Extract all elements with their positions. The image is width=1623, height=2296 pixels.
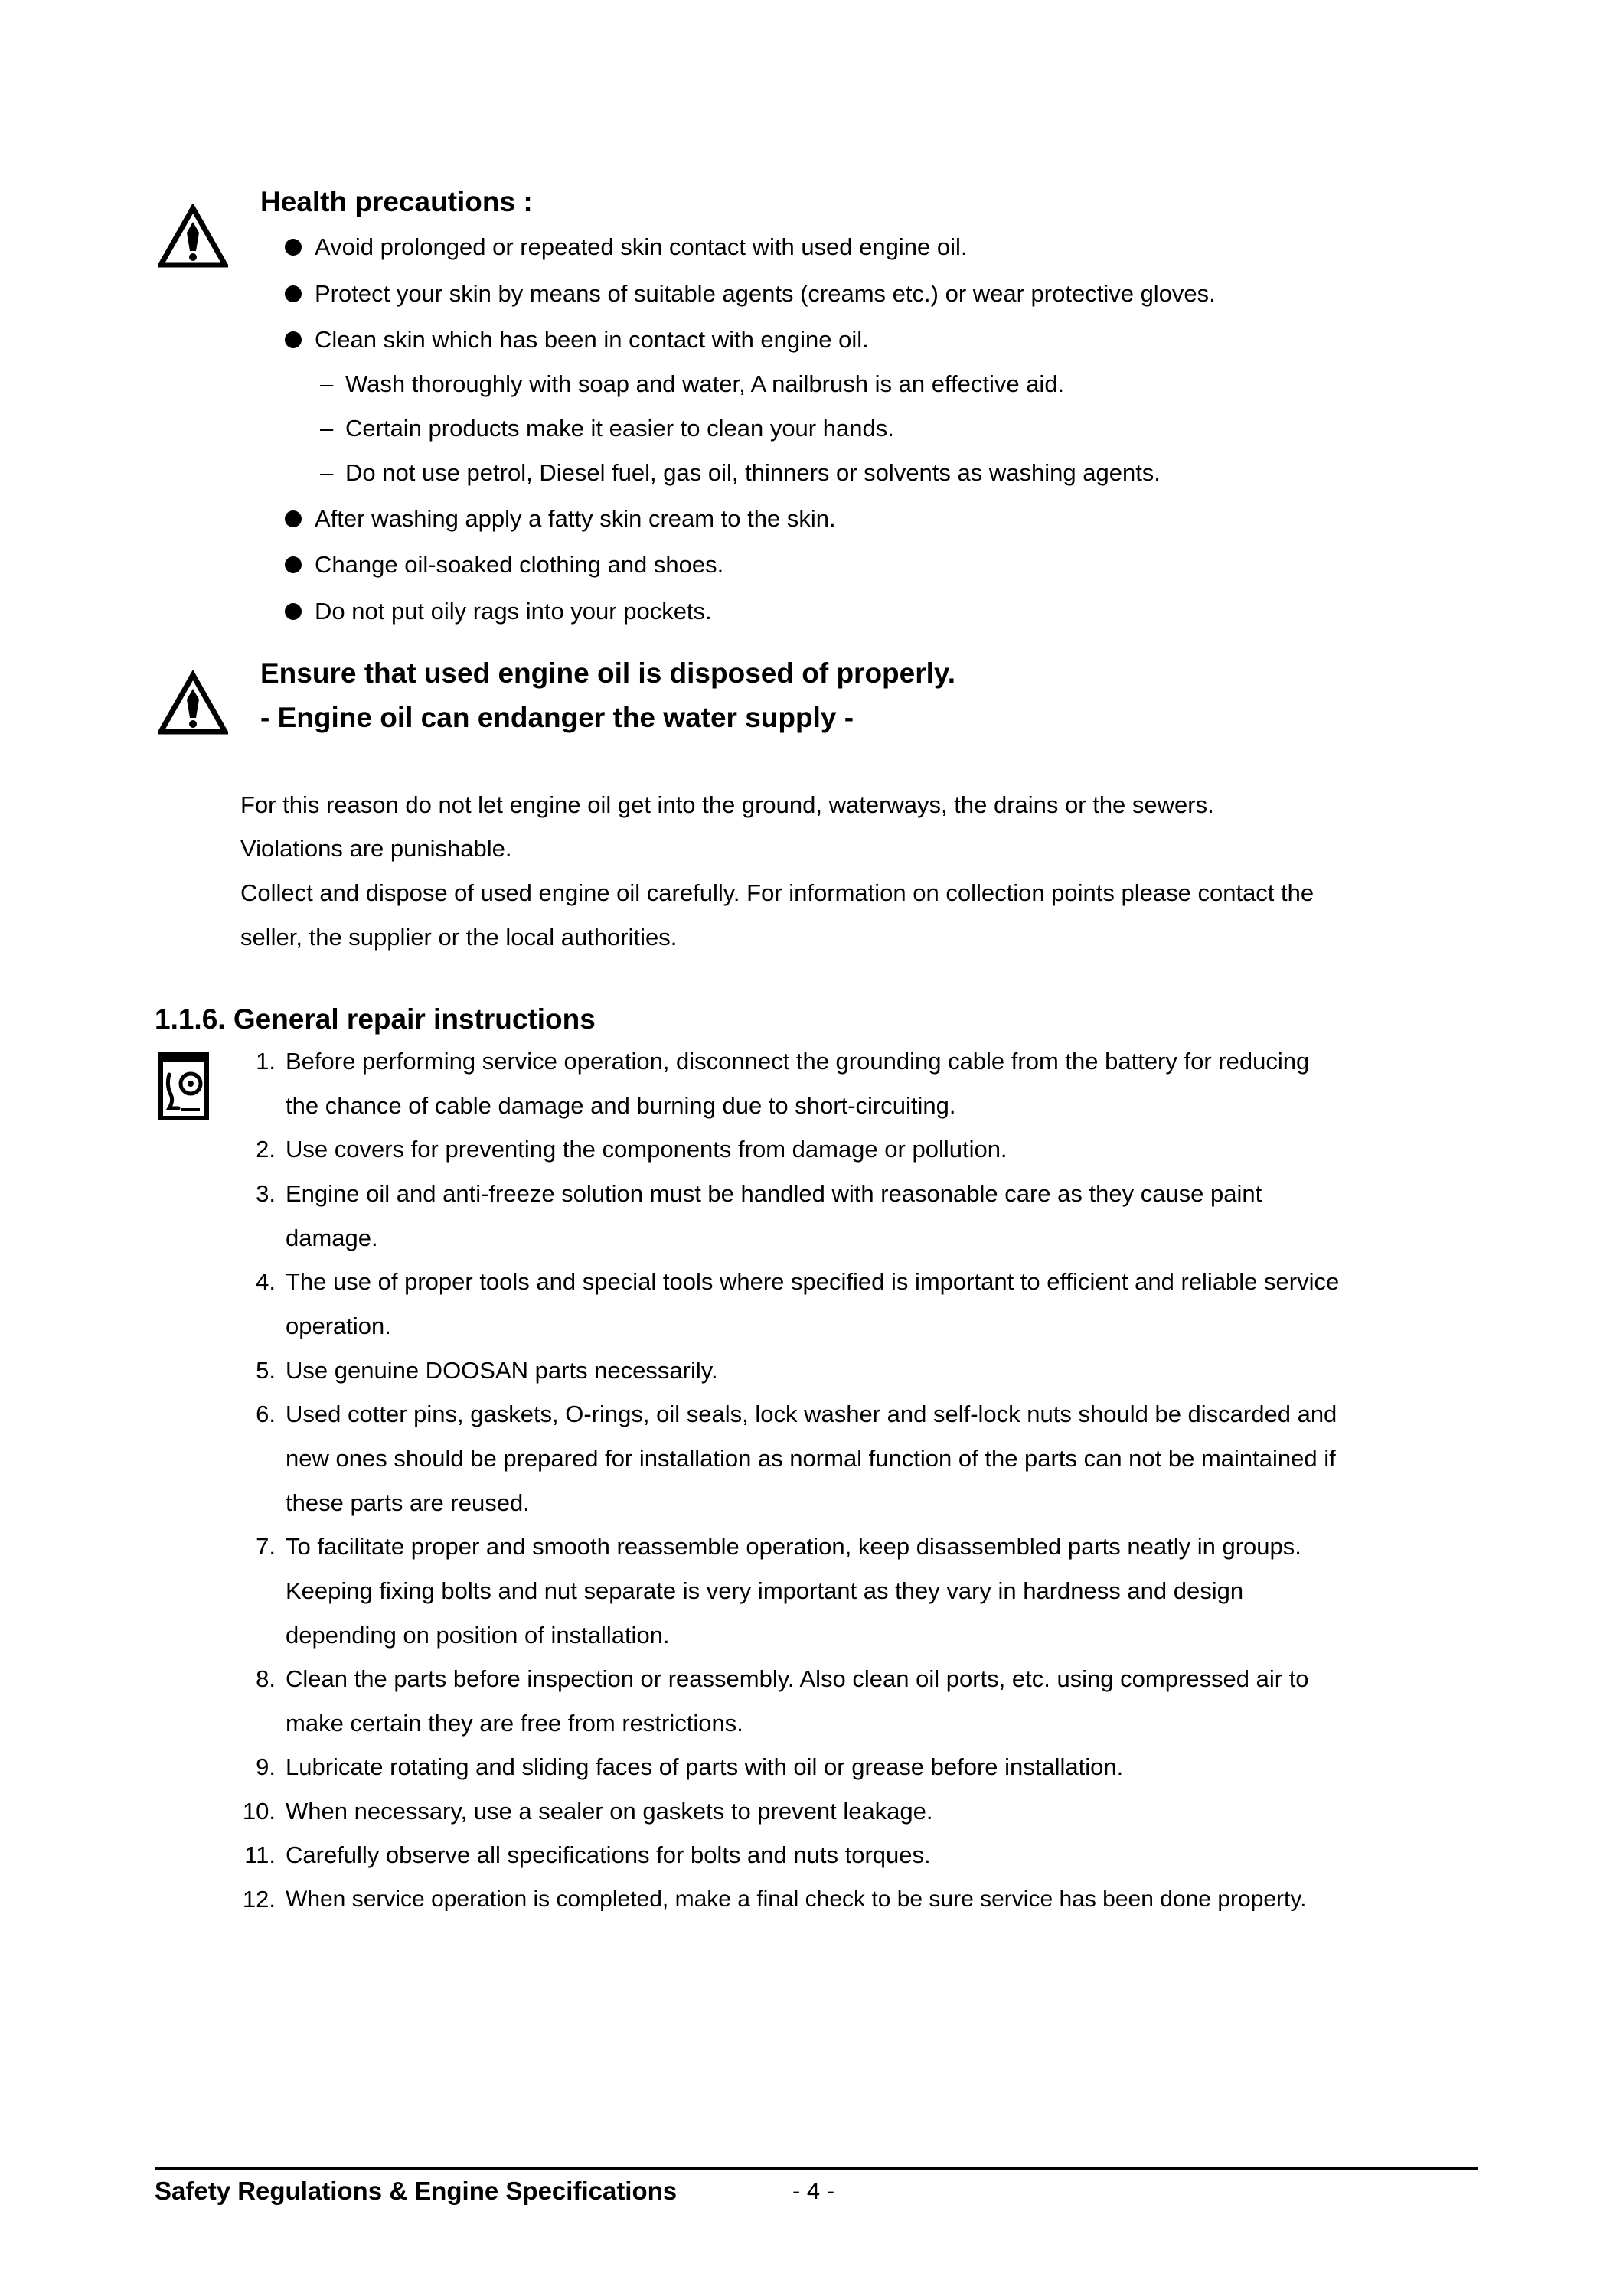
dash-marker: –	[320, 370, 334, 397]
service-manual-icon	[158, 1052, 209, 1120]
item-number: 4.	[256, 1268, 276, 1295]
bullet-dot	[285, 331, 302, 348]
paragraph-line: Violations are punishable.	[240, 835, 512, 862]
item-number: 5.	[256, 1357, 276, 1384]
health-precautions-title: Health precautions :	[260, 186, 533, 217]
disposal-subtitle: - Engine oil can endanger the water supply -	[260, 702, 854, 733]
list-item-line: Used cotter pins, gaskets, O-rings, oil seals, lock washer and self-lock nuts should be discarded and	[286, 1401, 1337, 1427]
list-item-line: the chance of cable damage and burning due to short-circuiting.	[286, 1092, 956, 1119]
list-item-line: new ones should be prepared for installation as normal function of the parts can not be maintained if	[286, 1445, 1336, 1472]
bullet-dot	[285, 603, 302, 620]
paragraph-line: seller, the supplier or the local authorities.	[240, 924, 678, 951]
bullet-dot	[285, 285, 302, 302]
list-item-line: these parts are reused.	[286, 1489, 530, 1516]
section-heading: 1.1.6. General repair instructions	[155, 1003, 596, 1035]
item-number: 12.	[242, 1886, 276, 1913]
item-number: 6.	[256, 1401, 276, 1427]
list-item: Protect your skin by means of suitable agents (creams etc.) or wear protective gloves.	[315, 280, 1216, 307]
dash-marker: –	[320, 459, 334, 486]
list-item: Change oil-soaked clothing and shoes.	[315, 551, 724, 578]
list-item-line: Use genuine DOOSAN parts necessarily.	[286, 1357, 718, 1384]
list-item-line: When service operation is completed, make a final check to be sure service has been done property.	[286, 1887, 1307, 1912]
item-number: 10.	[242, 1798, 276, 1825]
bullet-dot	[285, 239, 302, 256]
list-item-line: Clean the parts before inspection or reassembly. Also clean oil ports, etc. using compressed air to	[286, 1665, 1309, 1692]
list-item: Clean skin which has been in contact with engine oil.	[315, 326, 869, 353]
list-item-line: damage.	[286, 1225, 378, 1251]
list-item-line: The use of proper tools and special tools where specified is important to efficient and reliable service	[286, 1268, 1340, 1295]
list-item: After washing apply a fatty skin cream to the skin.	[315, 505, 836, 532]
list-item-line: operation.	[286, 1313, 391, 1339]
list-item-line: When necessary, use a sealer on gaskets to prevent leakage.	[286, 1798, 933, 1825]
list-item: Avoid prolonged or repeated skin contact with used engine oil.	[315, 233, 968, 260]
list-item-line: depending on position of installation.	[286, 1622, 670, 1649]
bullet-dot	[285, 510, 302, 527]
list-item-line: Lubricate rotating and sliding faces of parts with oil or grease before installation.	[286, 1753, 1124, 1780]
footer-title: Safety Regulations & Engine Specifications	[155, 2177, 678, 2205]
paragraph-line: Collect and dispose of used engine oil carefully. For information on collection points please contact the	[240, 879, 1314, 906]
list-subitem: Wash thoroughly with soap and water, A nailbrush is an effective aid.	[345, 370, 1065, 397]
item-number: 1.	[256, 1048, 276, 1075]
list-item-line: Before performing service operation, disconnect the grounding cable from the battery for reducing	[286, 1048, 1310, 1075]
item-number: 8.	[256, 1665, 276, 1692]
paragraph-line: For this reason do not let engine oil get into the ground, waterways, the drains or the sewers.	[240, 791, 1214, 818]
list-item-line: Carefully observe all specifications for bolts and nuts torques.	[286, 1841, 931, 1868]
item-number: 7.	[256, 1533, 276, 1560]
list-item-line: make certain they are free from restrictions.	[286, 1710, 743, 1737]
list-item-line: Engine oil and anti-freeze solution must be handled with reasonable care as they cause paint	[286, 1180, 1262, 1207]
disposal-title: Ensure that used engine oil is disposed of properly.	[260, 657, 956, 689]
page-number: - 4 -	[792, 2177, 835, 2204]
warning-triangle-icon	[158, 204, 228, 268]
list-item-line: Keeping fixing bolts and nut separate is very important as they vary in hardness and design	[286, 1577, 1244, 1604]
list-item: Do not put oily rags into your pockets.	[315, 598, 712, 625]
warning-triangle-icon	[158, 670, 228, 735]
dash-marker: –	[320, 415, 334, 442]
item-number: 9.	[256, 1753, 276, 1780]
list-subitem: Do not use petrol, Diesel fuel, gas oil, thinners or solvents as washing agents.	[345, 459, 1161, 486]
list-item-line: To facilitate proper and smooth reassemble operation, keep disassembled parts neatly in groups.	[286, 1533, 1301, 1560]
item-number: 2.	[256, 1136, 276, 1163]
footer-divider	[155, 2167, 1478, 2170]
list-subitem: Certain products make it easier to clean your hands.	[345, 415, 894, 442]
list-item-line: Use covers for preventing the components from damage or pollution.	[286, 1136, 1007, 1163]
item-number: 3.	[256, 1180, 276, 1207]
item-number: 11.	[244, 1841, 276, 1868]
bullet-dot	[285, 556, 302, 573]
